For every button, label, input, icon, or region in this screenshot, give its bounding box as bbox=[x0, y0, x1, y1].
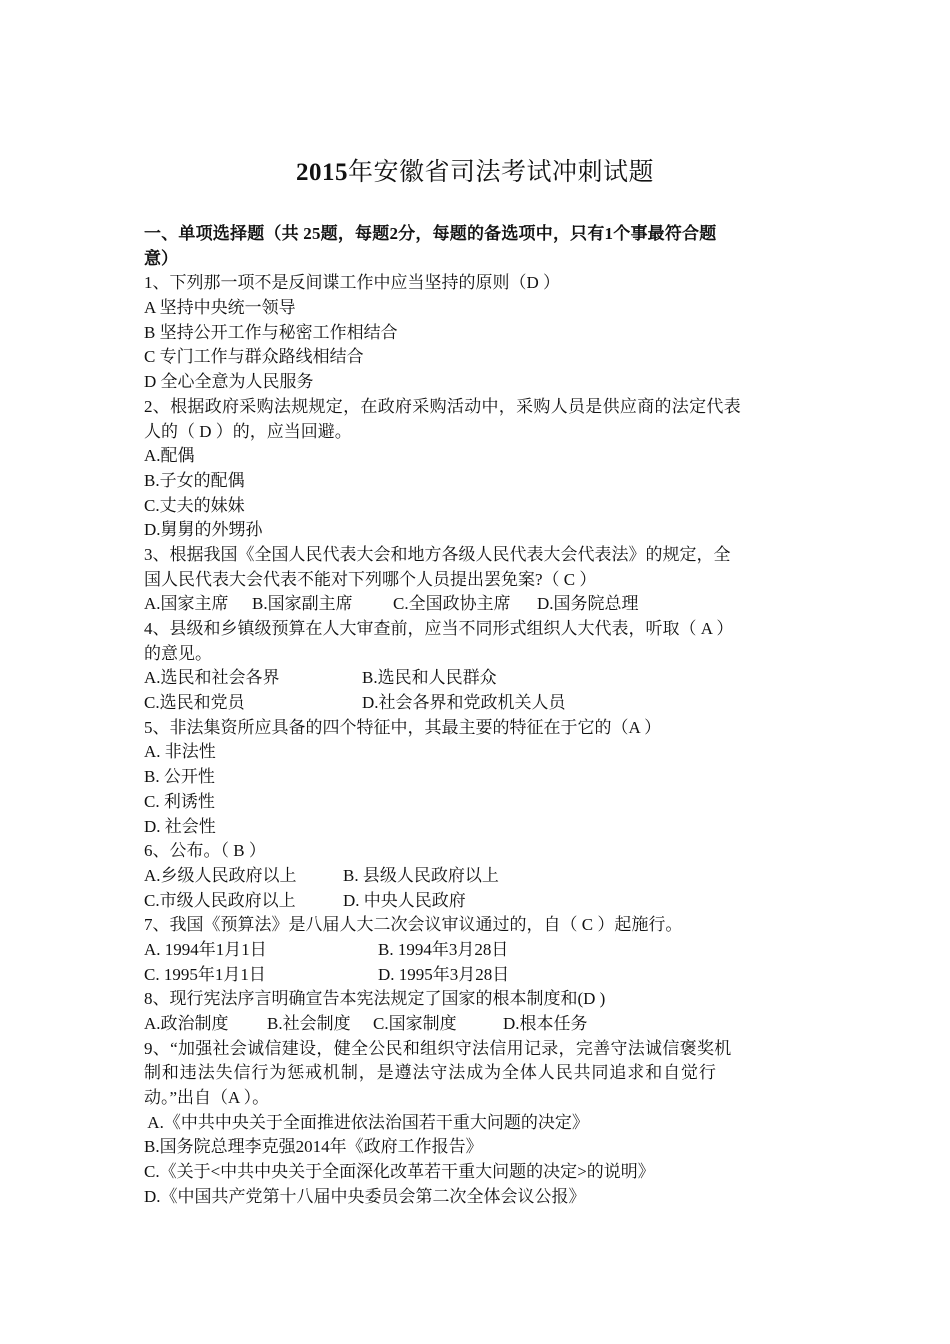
option: C.丈夫的妹妹 bbox=[144, 495, 245, 515]
section-heading: 一、单项选择题（共 25题，每题2分，每题的备选项中，只有1个事最符合题 bbox=[144, 224, 717, 243]
option: A.配偶 bbox=[144, 446, 195, 466]
options-row bbox=[144, 963, 808, 988]
options-row bbox=[144, 691, 808, 716]
option: B. 县级人民政府以上 bbox=[343, 865, 499, 885]
section-heading-cont: 意） bbox=[144, 248, 178, 268]
option: D.社会各界和党政机关人员 bbox=[362, 693, 566, 713]
option: B.国家副主席 bbox=[252, 594, 353, 614]
question-stem: 动。”出自（A ）。 bbox=[144, 1088, 270, 1108]
question-stem: 9、“加强社会诚信建设，健全公民和组织守法信用记录，完善守法诚信褒奖机 bbox=[144, 1038, 732, 1058]
option: B.社会制度 bbox=[267, 1014, 351, 1033]
options-row bbox=[144, 889, 808, 914]
option: A.《中共中央关于全面推进依法治国若干重大问题的决定》 bbox=[144, 1112, 589, 1132]
option: D.根本任务 bbox=[503, 1014, 588, 1033]
question-stem: 6、公布。（ B ） bbox=[144, 841, 266, 861]
option: D.《中国共产党第十八届中央委员会第二次全体会议公报》 bbox=[144, 1186, 586, 1206]
question-stem: 3、根据我国《全国人民代表大会和地方各级人民代表大会代表法》的规定，全 bbox=[144, 544, 731, 564]
option: B.选民和人民群众 bbox=[362, 668, 497, 688]
option: C. 利诱性 bbox=[144, 791, 215, 811]
question-stem: 2、根据政府采购法规规定，在政府采购活动中，采购人员是供应商的法定代表 bbox=[144, 396, 741, 416]
option: C.选民和党员 bbox=[144, 693, 245, 713]
option: B. 公开性 bbox=[144, 767, 215, 787]
question-stem: 7、我国《预算法》是八届人大二次会议审议通过的，自（ C ）起施行。 bbox=[144, 915, 683, 935]
title-text: 年安徽省司法考试冲刺试题 bbox=[347, 159, 654, 186]
options-row bbox=[144, 592, 808, 617]
option: C.市级人民政府以上 bbox=[144, 890, 296, 910]
option: A.政治制度 bbox=[144, 1014, 229, 1033]
question-stem: 人的（ D ）的，应当回避。 bbox=[144, 421, 352, 441]
question-stem: 国人民代表大会代表不能对下列哪个人员提出罢免案?（ C ） bbox=[144, 569, 597, 589]
options-row bbox=[144, 938, 808, 963]
question-stem: 1、下列那一项不是反间谍工作中应当坚持的原则（D ） bbox=[144, 273, 561, 293]
option: B. 1994年3月28日 bbox=[378, 939, 509, 959]
question-stem: 4、县级和乡镇级预算在人大审查前，应当不同形式组织人大代表，听取（ A ） bbox=[144, 619, 734, 638]
option: B 坚持公开工作与秘密工作相结合 bbox=[144, 322, 398, 342]
option: C.全国政协主席 bbox=[393, 594, 511, 614]
option: A.乡级人民政府以上 bbox=[144, 865, 297, 885]
options-row bbox=[144, 1012, 808, 1037]
option: D. 1995年3月28日 bbox=[378, 964, 510, 984]
option: C 专门工作与群众路线相结合 bbox=[144, 347, 364, 367]
question-stem: 5、非法集资所应具备的四个特征中，其最主要的特征在于它的（A ） bbox=[144, 717, 662, 737]
title-year: 2015 bbox=[295, 159, 348, 186]
option: A 坚持中央统一领导 bbox=[144, 298, 296, 318]
option: D.舅舅的外甥孙 bbox=[144, 520, 263, 540]
options-row bbox=[144, 666, 808, 691]
option: D. 社会性 bbox=[144, 816, 216, 836]
question-stem: 8、现行宪法序言明确宣告本宪法规定了国家的根本制度和(D ) bbox=[144, 989, 606, 1009]
option: C.国家制度 bbox=[373, 1014, 457, 1033]
page-title bbox=[0, 152, 950, 188]
document-body bbox=[144, 222, 808, 1210]
option: C.《关于<中共中央关于全面深化改革若干重大问题的决定>的说明》 bbox=[144, 1162, 655, 1182]
option: C. 1995年1月1日 bbox=[144, 964, 266, 984]
option: A.选民和社会各界 bbox=[144, 668, 280, 688]
option: A. 非法性 bbox=[144, 742, 216, 762]
option: A.国家主席 bbox=[144, 594, 229, 614]
option: D.国务院总理 bbox=[537, 594, 639, 614]
option: B.子女的配偶 bbox=[144, 470, 245, 490]
option: D. 中央人民政府 bbox=[343, 890, 466, 910]
option: A. 1994年1月1日 bbox=[144, 939, 267, 959]
options-row bbox=[144, 864, 808, 889]
option: B.国务院总理李克强2014年《政府工作报告》 bbox=[144, 1137, 483, 1157]
option: D 全心全意为人民服务 bbox=[144, 372, 314, 392]
question-stem: 制和违法失信行为惩戒机制，是遵法守法成为全体人民共同追求和自觉行 bbox=[144, 1063, 717, 1083]
question-stem: 的意见。 bbox=[144, 643, 212, 663]
